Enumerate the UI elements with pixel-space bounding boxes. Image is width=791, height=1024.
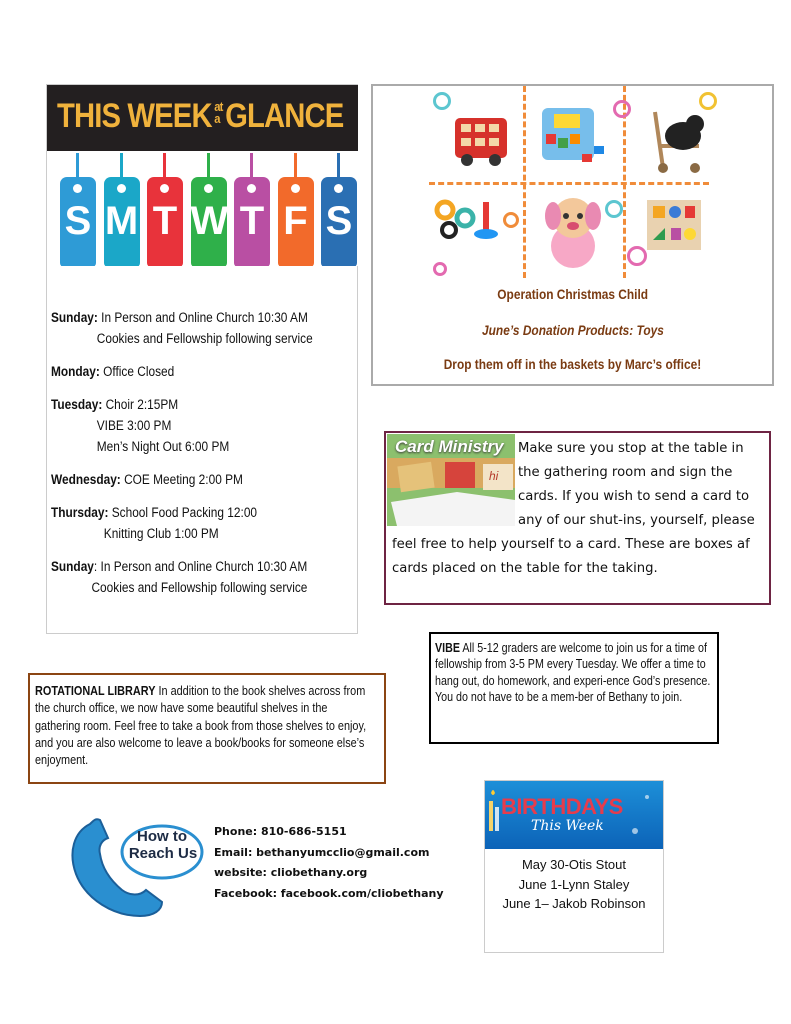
how-to-reach-us-logo — [66, 812, 206, 922]
schedule-row — [51, 361, 315, 382]
birthdays-list — [485, 855, 663, 914]
schedule-row — [51, 307, 315, 328]
occ-subtitle: June’s Donation Products: Toys — [481, 322, 664, 338]
schedule-text: Choir 2:15PM — [102, 397, 179, 412]
day-tag-letter: T — [152, 199, 178, 243]
schedule-row — [51, 523, 315, 544]
day-tag-letter: S — [64, 199, 92, 243]
schedule-day: Wednesday: — [51, 472, 121, 487]
card-ministry-image-hi: hi — [489, 469, 499, 483]
birthday-entry: May 30-Otis Stout — [521, 857, 627, 872]
birthdays-subtitle: This Week — [531, 818, 604, 834]
swirl-decoration — [433, 92, 451, 110]
weekly-schedule — [51, 307, 351, 598]
vibe-heading: VIBE — [435, 641, 460, 655]
contact-email[interactable]: Email: bethanyumcclio@gmail.com — [214, 845, 430, 859]
vibe-box — [429, 632, 719, 744]
schedule-text: : In Person and Online Church 10:30 AM — [93, 559, 308, 574]
card-ministry-image-label: Card Ministry — [395, 437, 504, 456]
schedule-text: Office Closed — [99, 364, 175, 379]
swirl-decoration — [627, 246, 647, 266]
birthdays-title: BIRTHDAYS — [501, 794, 623, 819]
swirl-decoration — [613, 100, 631, 118]
schedule-text: School Food Packing 12:00 — [108, 505, 258, 520]
schedule-day: Sunday — [51, 559, 94, 574]
week-at-a-glance-banner — [47, 85, 358, 266]
schedule-text: Men’s Night Out 6:00 PM — [96, 439, 230, 454]
occ-title: Operation Christmas Child — [497, 286, 648, 302]
toy-puzzle-board-image — [645, 198, 705, 254]
day-tag-letter: M — [104, 199, 139, 243]
rotational-library-text: ROTATIONAL LIBRARY In addition to the book shelves across from the church office, we now have some beautiful shelves in the gathering room. Feel free to take a book from those shelves to enjoy, and you are also welcome to leave a book/books for someone else’s enjoyment. — [35, 683, 367, 768]
card-ministry-box — [384, 431, 771, 605]
swirl-decoration — [433, 262, 447, 276]
rotational-library-heading: ROTATIONAL LIBRARY — [35, 683, 156, 698]
schedule-row — [51, 556, 315, 577]
grid-divider-horizontal — [429, 182, 709, 185]
schedule-day: Thursday: — [51, 505, 109, 520]
birthday-entry: June 1– Jakob Robinson — [502, 896, 646, 911]
contact-info — [214, 822, 444, 904]
schedule-day: Sunday: — [51, 310, 98, 325]
day-tag-letter: S — [325, 199, 353, 243]
schedule-text: In Person and Online Church 10:30 AM — [97, 310, 308, 325]
day-tag — [60, 177, 96, 266]
birthdays-banner — [485, 781, 663, 849]
schedule-text: COE Meeting 2:00 PM — [120, 472, 243, 487]
schedule-row — [51, 394, 315, 415]
schedule-row — [51, 328, 315, 349]
toy-bus-image — [451, 112, 513, 170]
schedule-row — [51, 415, 315, 436]
schedule-row — [51, 577, 315, 598]
schedule-text: VIBE 3:00 PM — [96, 418, 172, 433]
schedule-text: Cookies and Fellowship following service — [91, 580, 308, 595]
schedule-row — [51, 469, 315, 490]
day-tag-letter: W — [190, 199, 229, 243]
day-tag — [104, 177, 140, 266]
schedule-text: Cookies and Fellowship following service — [96, 331, 313, 346]
schedule-day: Tuesday: — [51, 397, 103, 412]
day-tag — [234, 177, 270, 266]
toy-blocks-image — [538, 102, 610, 170]
contact-website[interactable]: website: cliobethany.org — [214, 866, 368, 879]
toy-plush-puppy-image — [533, 190, 613, 272]
logo-line-2: Reach Us — [128, 845, 198, 862]
day-tag — [321, 177, 357, 266]
day-tag — [147, 177, 183, 266]
card-ministry-text: Make sure you stop at the table in the gathering room and sign the cards. If you wish to send a card to any of our shut-ins, yourself, please feel free to help yourself to a card. These are boxes af cards placed on the table for the taking. — [392, 441, 755, 576]
schedule-row — [51, 436, 315, 457]
birthdays-box — [484, 780, 664, 953]
day-tag-letter: F — [283, 199, 308, 243]
occ-dropoff-note: Drop them off in the baskets by Marc’s office! — [443, 356, 702, 372]
day-tag — [278, 177, 314, 266]
operation-christmas-child-box — [371, 84, 774, 386]
contact-facebook[interactable]: Facebook: facebook.com/cliobethany — [214, 886, 444, 900]
schedule-day: Monday: — [51, 364, 100, 379]
rotational-library-box — [28, 673, 386, 784]
banner-title: THIS WEEK at a GLANCE — [57, 97, 344, 135]
banner-title-bar — [47, 85, 358, 151]
day-tag — [191, 177, 227, 266]
logo-line-1: How to — [137, 828, 187, 845]
schedule-row — [51, 502, 315, 523]
week-at-a-glance-panel — [46, 84, 358, 634]
schedule-text: Knitting Club 1:00 PM — [103, 526, 219, 541]
contact-phone: Phone: 810-686-5151 — [214, 825, 347, 838]
day-tag-letter: T — [239, 199, 265, 243]
toy-rings-image — [431, 196, 511, 242]
toy-dog-walker-image — [649, 106, 709, 176]
birthday-entry: June 1-Lynn Staley — [518, 876, 630, 892]
vibe-text: VIBE All 5-12 graders are welcome to join us for a time of fellowship from 3-5 PM every Tuesday. We offer a time to hang out, do homework, and experi-ence God’s presence. You do not have to be a mem-ber of Bethany to join. — [435, 641, 711, 704]
